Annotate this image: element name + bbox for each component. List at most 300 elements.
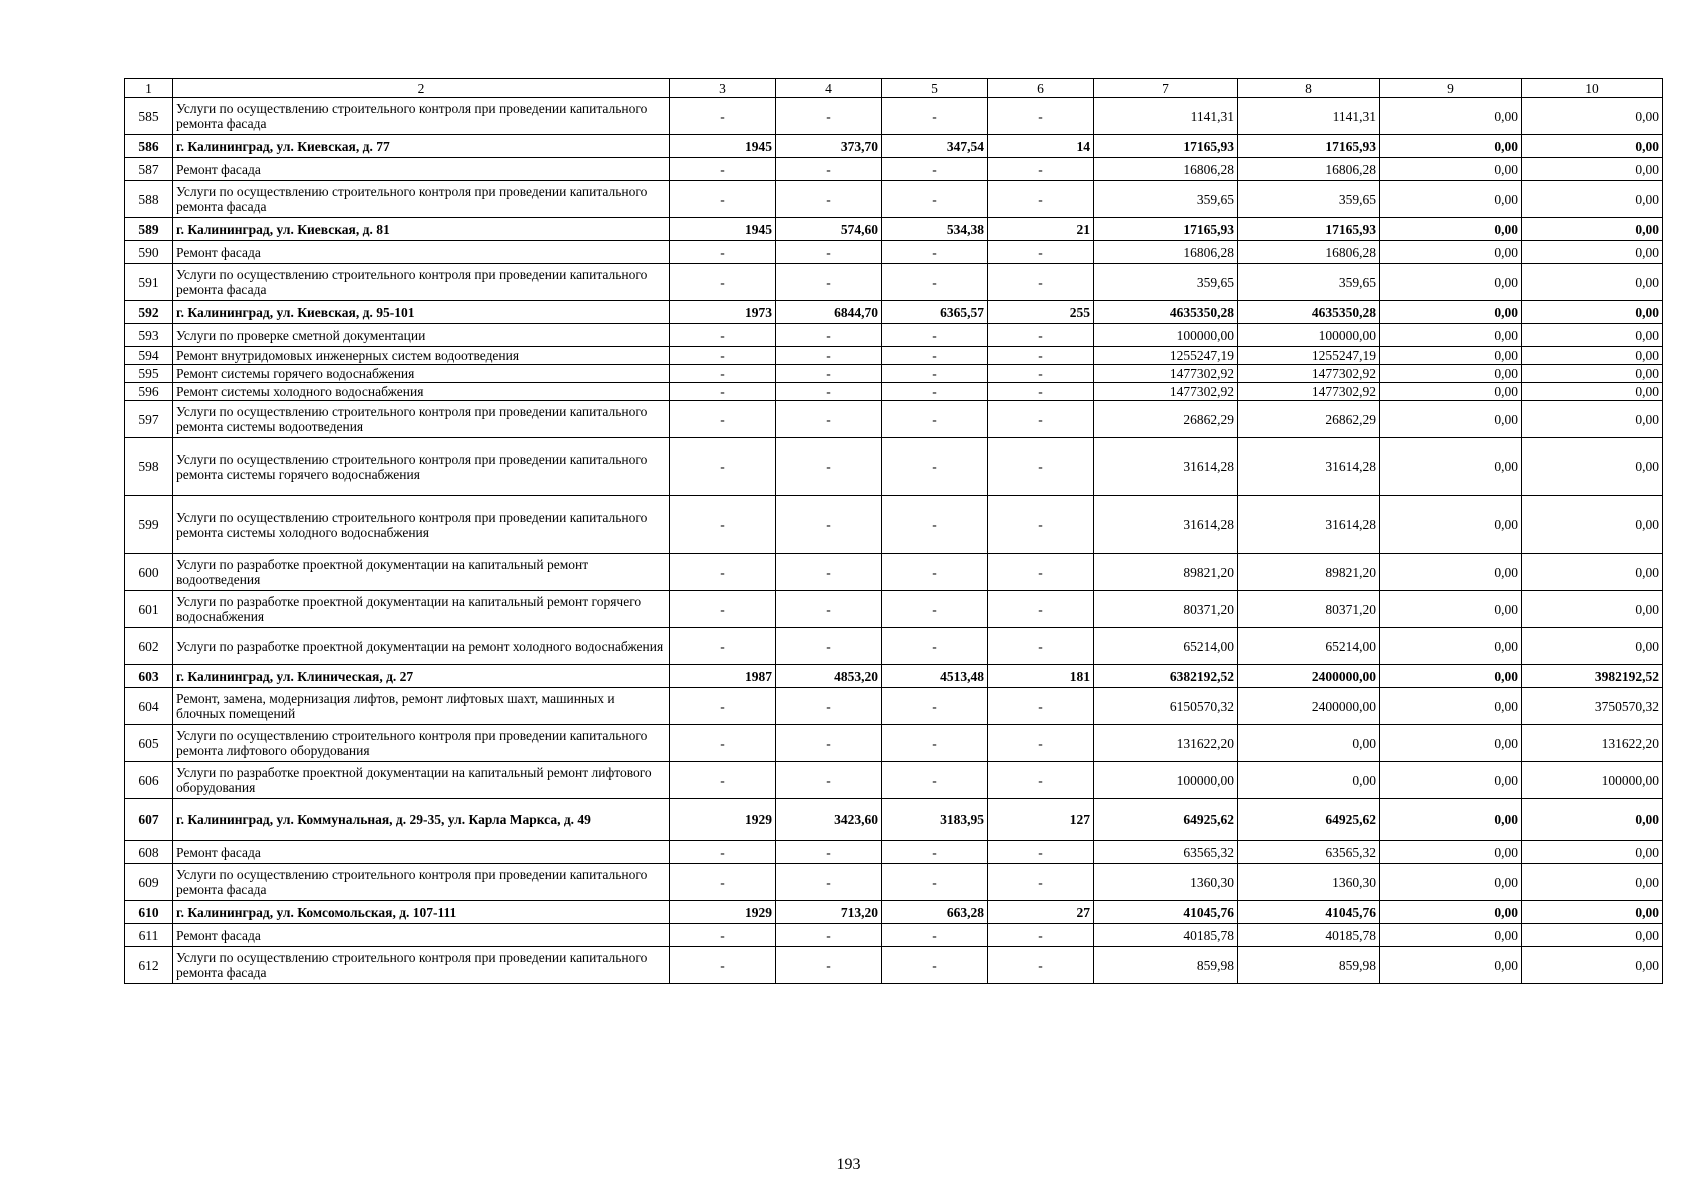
total-cost-cell: 1255247,19 (1094, 347, 1238, 365)
living-area-cell: - (882, 725, 988, 762)
total-cost-cell: 6150570,32 (1094, 688, 1238, 725)
year-built-cell: 1945 (670, 218, 776, 241)
row-number-cell: 595 (125, 365, 173, 383)
row-number-cell: 608 (125, 841, 173, 864)
header-cell: 7 (1094, 79, 1238, 98)
row-number-cell: 593 (125, 324, 173, 347)
item-name-cell: г. Калининград, ул. Коммунальная, д. 29-35, ул. Карла Маркса, д. 49 (173, 799, 670, 841)
budget-cost-cell: 0,00 (1380, 665, 1522, 688)
year-built-cell: - (670, 688, 776, 725)
total-cost-cell: 6382192,52 (1094, 665, 1238, 688)
table-row (125, 496, 1663, 554)
item-name-cell: Услуги по разработке проектной документации на ремонт холодного водоснабжения (173, 628, 670, 665)
fund-cost-cell: 1255247,19 (1238, 347, 1380, 365)
total-area-cell: - (776, 554, 882, 591)
year-built-cell: - (670, 324, 776, 347)
residents-cell: - (988, 496, 1094, 554)
living-area-cell: 4513,48 (882, 665, 988, 688)
table-row (125, 181, 1663, 218)
residents-cell: - (988, 841, 1094, 864)
table-row (125, 591, 1663, 628)
table-row (125, 864, 1663, 901)
fund-cost-cell: 1360,30 (1238, 864, 1380, 901)
total-area-cell: 574,60 (776, 218, 882, 241)
residents-cell: - (988, 347, 1094, 365)
item-name-cell: Ремонт фасада (173, 924, 670, 947)
year-built-cell: - (670, 264, 776, 301)
row-number-cell: 606 (125, 762, 173, 799)
owner-cost-cell: 0,00 (1522, 401, 1663, 438)
row-number-cell: 598 (125, 438, 173, 496)
owner-cost-cell: 0,00 (1522, 181, 1663, 218)
residents-cell: - (988, 438, 1094, 496)
year-built-cell: - (670, 841, 776, 864)
item-name-cell: Услуги по осуществлению строительного контроля при проведении капитального ремонта фасада (173, 264, 670, 301)
row-number-cell: 599 (125, 496, 173, 554)
item-name-cell: Услуги по разработке проектной документации на капитальный ремонт лифтового оборудования (173, 762, 670, 799)
living-area-cell: - (882, 864, 988, 901)
year-built-cell: - (670, 438, 776, 496)
owner-cost-cell: 0,00 (1522, 554, 1663, 591)
table-row (125, 241, 1663, 264)
owner-cost-cell: 0,00 (1522, 347, 1663, 365)
residents-cell: - (988, 725, 1094, 762)
residents-cell: - (988, 924, 1094, 947)
budget-cost-cell: 0,00 (1380, 241, 1522, 264)
budget-cost-cell: 0,00 (1380, 901, 1522, 924)
fund-cost-cell: 65214,00 (1238, 628, 1380, 665)
living-area-cell: - (882, 401, 988, 438)
fund-cost-cell: 359,65 (1238, 264, 1380, 301)
row-number-cell: 607 (125, 799, 173, 841)
fund-cost-cell: 1141,31 (1238, 98, 1380, 135)
residents-cell: - (988, 554, 1094, 591)
fund-cost-cell: 1477302,92 (1238, 383, 1380, 401)
budget-cost-cell: 0,00 (1380, 98, 1522, 135)
budget-cost-cell: 0,00 (1380, 841, 1522, 864)
item-name-cell: Ремонт фасада (173, 241, 670, 264)
owner-cost-cell: 0,00 (1522, 301, 1663, 324)
row-number-cell: 591 (125, 264, 173, 301)
total-cost-cell: 65214,00 (1094, 628, 1238, 665)
living-area-cell: - (882, 628, 988, 665)
item-name-cell: Услуги по проверке сметной документации (173, 324, 670, 347)
owner-cost-cell: 3750570,32 (1522, 688, 1663, 725)
fund-cost-cell: 1477302,92 (1238, 365, 1380, 383)
fund-cost-cell: 89821,20 (1238, 554, 1380, 591)
total-area-cell: - (776, 628, 882, 665)
table-row (125, 799, 1663, 841)
item-name-cell: Услуги по разработке проектной документации на капитальный ремонт горячего водоснабжения (173, 591, 670, 628)
repair-program-table (124, 78, 1663, 984)
year-built-cell: - (670, 158, 776, 181)
year-built-cell: 1945 (670, 135, 776, 158)
fund-cost-cell: 17165,93 (1238, 218, 1380, 241)
document-sheet (124, 78, 1662, 984)
budget-cost-cell: 0,00 (1380, 401, 1522, 438)
total-cost-cell: 359,65 (1094, 181, 1238, 218)
table-row (125, 135, 1663, 158)
owner-cost-cell: 0,00 (1522, 799, 1663, 841)
owner-cost-cell: 0,00 (1522, 864, 1663, 901)
total-area-cell: - (776, 947, 882, 984)
budget-cost-cell: 0,00 (1380, 554, 1522, 591)
year-built-cell: - (670, 628, 776, 665)
total-cost-cell: 41045,76 (1094, 901, 1238, 924)
item-name-cell: Услуги по осуществлению строительного контроля при проведении капитального ремонта фасада (173, 947, 670, 984)
owner-cost-cell: 0,00 (1522, 383, 1663, 401)
total-cost-cell: 1477302,92 (1094, 383, 1238, 401)
budget-cost-cell: 0,00 (1380, 347, 1522, 365)
row-number-cell: 589 (125, 218, 173, 241)
item-name-cell: Услуги по осуществлению строительного контроля при проведении капитального ремонта системы водоотведения (173, 401, 670, 438)
row-number-cell: 592 (125, 301, 173, 324)
residents-cell: 127 (988, 799, 1094, 841)
page-number: 193 (836, 1156, 861, 1173)
fund-cost-cell: 64925,62 (1238, 799, 1380, 841)
fund-cost-cell: 0,00 (1238, 762, 1380, 799)
budget-cost-cell: 0,00 (1380, 383, 1522, 401)
year-built-cell: - (670, 98, 776, 135)
total-area-cell: - (776, 181, 882, 218)
year-built-cell: - (670, 924, 776, 947)
header-cell: 2 (173, 79, 670, 98)
living-area-cell: - (882, 496, 988, 554)
table-row (125, 665, 1663, 688)
year-built-cell: - (670, 181, 776, 218)
total-area-cell: - (776, 688, 882, 725)
year-built-cell: - (670, 383, 776, 401)
table-row (125, 438, 1663, 496)
item-name-cell: Услуги по осуществлению строительного контроля при проведении капитального ремонта фасада (173, 864, 670, 901)
living-area-cell: - (882, 264, 988, 301)
living-area-cell: - (882, 947, 988, 984)
owner-cost-cell: 0,00 (1522, 264, 1663, 301)
year-built-cell: 1929 (670, 901, 776, 924)
budget-cost-cell: 0,00 (1380, 324, 1522, 347)
fund-cost-cell: 17165,93 (1238, 135, 1380, 158)
budget-cost-cell: 0,00 (1380, 725, 1522, 762)
budget-cost-cell: 0,00 (1380, 158, 1522, 181)
living-area-cell: 347,54 (882, 135, 988, 158)
table-row (125, 924, 1663, 947)
living-area-cell: - (882, 383, 988, 401)
table-row (125, 324, 1663, 347)
fund-cost-cell: 359,65 (1238, 181, 1380, 218)
owner-cost-cell: 0,00 (1522, 496, 1663, 554)
budget-cost-cell: 0,00 (1380, 947, 1522, 984)
living-area-cell: - (882, 181, 988, 218)
table-row (125, 347, 1663, 365)
total-area-cell: 713,20 (776, 901, 882, 924)
row-number-cell: 586 (125, 135, 173, 158)
row-number-cell: 603 (125, 665, 173, 688)
item-name-cell: Ремонт внутридомовых инженерных систем водоотведения (173, 347, 670, 365)
row-number-cell: 611 (125, 924, 173, 947)
total-area-cell: - (776, 241, 882, 264)
residents-cell: - (988, 241, 1094, 264)
header-cell: 1 (125, 79, 173, 98)
total-area-cell: - (776, 496, 882, 554)
row-number-cell: 594 (125, 347, 173, 365)
total-cost-cell: 16806,28 (1094, 241, 1238, 264)
owner-cost-cell: 0,00 (1522, 628, 1663, 665)
total-cost-cell: 40185,78 (1094, 924, 1238, 947)
year-built-cell: - (670, 864, 776, 901)
budget-cost-cell: 0,00 (1380, 864, 1522, 901)
fund-cost-cell: 26862,29 (1238, 401, 1380, 438)
table-row (125, 383, 1663, 401)
total-cost-cell: 26862,29 (1094, 401, 1238, 438)
year-built-cell: 1987 (670, 665, 776, 688)
row-number-cell: 601 (125, 591, 173, 628)
budget-cost-cell: 0,00 (1380, 135, 1522, 158)
item-name-cell: г. Калининград, ул. Комсомольская, д. 107-111 (173, 901, 670, 924)
budget-cost-cell: 0,00 (1380, 688, 1522, 725)
residents-cell: 255 (988, 301, 1094, 324)
budget-cost-cell: 0,00 (1380, 181, 1522, 218)
residents-cell: - (988, 324, 1094, 347)
living-area-cell: - (882, 841, 988, 864)
total-area-cell: - (776, 98, 882, 135)
row-number-cell: 605 (125, 725, 173, 762)
total-area-cell: - (776, 347, 882, 365)
year-built-cell: - (670, 347, 776, 365)
living-area-cell: - (882, 688, 988, 725)
budget-cost-cell: 0,00 (1380, 591, 1522, 628)
residents-cell: - (988, 762, 1094, 799)
residents-cell: - (988, 591, 1094, 628)
table-row (125, 901, 1663, 924)
total-area-cell: - (776, 324, 882, 347)
total-cost-cell: 859,98 (1094, 947, 1238, 984)
total-area-cell: - (776, 383, 882, 401)
budget-cost-cell: 0,00 (1380, 264, 1522, 301)
budget-cost-cell: 0,00 (1380, 301, 1522, 324)
living-area-cell: 663,28 (882, 901, 988, 924)
total-cost-cell: 1141,31 (1094, 98, 1238, 135)
residents-cell: - (988, 947, 1094, 984)
item-name-cell: Ремонт системы холодного водоснабжения (173, 383, 670, 401)
year-built-cell: - (670, 554, 776, 591)
fund-cost-cell: 0,00 (1238, 725, 1380, 762)
row-number-cell: 587 (125, 158, 173, 181)
owner-cost-cell: 0,00 (1522, 218, 1663, 241)
fund-cost-cell: 31614,28 (1238, 438, 1380, 496)
total-area-cell: 4853,20 (776, 665, 882, 688)
row-number-cell: 610 (125, 901, 173, 924)
living-area-cell: 534,38 (882, 218, 988, 241)
living-area-cell: - (882, 762, 988, 799)
total-cost-cell: 16806,28 (1094, 158, 1238, 181)
total-cost-cell: 89821,20 (1094, 554, 1238, 591)
year-built-cell: - (670, 241, 776, 264)
item-name-cell: Услуги по разработке проектной документации на капитальный ремонт водоотведения (173, 554, 670, 591)
owner-cost-cell: 0,00 (1522, 241, 1663, 264)
year-built-cell: - (670, 725, 776, 762)
total-area-cell: - (776, 762, 882, 799)
row-number-cell: 585 (125, 98, 173, 135)
fund-cost-cell: 2400000,00 (1238, 665, 1380, 688)
living-area-cell: 3183,95 (882, 799, 988, 841)
living-area-cell: - (882, 554, 988, 591)
row-number-cell: 588 (125, 181, 173, 218)
owner-cost-cell: 131622,20 (1522, 725, 1663, 762)
item-name-cell: Ремонт системы горячего водоснабжения (173, 365, 670, 383)
item-name-cell: Услуги по осуществлению строительного контроля при проведении капитального ремонта фасада (173, 98, 670, 135)
year-built-cell: 1929 (670, 799, 776, 841)
owner-cost-cell: 0,00 (1522, 591, 1663, 628)
column-number-header-row (125, 79, 1663, 98)
total-cost-cell: 100000,00 (1094, 762, 1238, 799)
table-row (125, 98, 1663, 135)
total-cost-cell: 1360,30 (1094, 864, 1238, 901)
header-cell: 3 (670, 79, 776, 98)
fund-cost-cell: 859,98 (1238, 947, 1380, 984)
total-cost-cell: 359,65 (1094, 264, 1238, 301)
item-name-cell: Услуги по осуществлению строительного контроля при проведении капитального ремонта системы горячего водоснабжения (173, 438, 670, 496)
item-name-cell: Ремонт, замена, модернизация лифтов, ремонт лифтовых шахт, машинных и блочных помещений (173, 688, 670, 725)
row-number-cell: 597 (125, 401, 173, 438)
total-area-cell: 6844,70 (776, 301, 882, 324)
living-area-cell: - (882, 365, 988, 383)
residents-cell: - (988, 181, 1094, 218)
residents-cell: 14 (988, 135, 1094, 158)
header-cell: 4 (776, 79, 882, 98)
total-cost-cell: 17165,93 (1094, 135, 1238, 158)
fund-cost-cell: 16806,28 (1238, 158, 1380, 181)
fund-cost-cell: 2400000,00 (1238, 688, 1380, 725)
total-cost-cell: 64925,62 (1094, 799, 1238, 841)
residents-cell: 21 (988, 218, 1094, 241)
living-area-cell: - (882, 158, 988, 181)
table-row (125, 688, 1663, 725)
total-cost-cell: 63565,32 (1094, 841, 1238, 864)
total-area-cell: - (776, 924, 882, 947)
row-number-cell: 600 (125, 554, 173, 591)
year-built-cell: 1973 (670, 301, 776, 324)
owner-cost-cell: 0,00 (1522, 135, 1663, 158)
owner-cost-cell: 0,00 (1522, 947, 1663, 984)
header-cell: 10 (1522, 79, 1663, 98)
table-row (125, 841, 1663, 864)
item-name-cell: г. Калининград, ул. Киевская, д. 77 (173, 135, 670, 158)
residents-cell: - (988, 365, 1094, 383)
residents-cell: - (988, 688, 1094, 725)
year-built-cell: - (670, 762, 776, 799)
living-area-cell: - (882, 347, 988, 365)
total-cost-cell: 31614,28 (1094, 438, 1238, 496)
item-name-cell: г. Калининград, ул. Киевская, д. 81 (173, 218, 670, 241)
total-area-cell: - (776, 365, 882, 383)
item-name-cell: Услуги по осуществлению строительного контроля при проведении капитального ремонта системы холодного водоснабжения (173, 496, 670, 554)
total-area-cell: - (776, 591, 882, 628)
header-cell: 8 (1238, 79, 1380, 98)
owner-cost-cell: 0,00 (1522, 924, 1663, 947)
budget-cost-cell: 0,00 (1380, 365, 1522, 383)
living-area-cell: - (882, 924, 988, 947)
table-row (125, 762, 1663, 799)
year-built-cell: - (670, 365, 776, 383)
budget-cost-cell: 0,00 (1380, 924, 1522, 947)
total-area-cell: 3423,60 (776, 799, 882, 841)
row-number-cell: 590 (125, 241, 173, 264)
table-row (125, 365, 1663, 383)
owner-cost-cell: 100000,00 (1522, 762, 1663, 799)
total-area-cell: - (776, 725, 882, 762)
residents-cell: - (988, 628, 1094, 665)
header-cell: 5 (882, 79, 988, 98)
table-row (125, 947, 1663, 984)
total-cost-cell: 80371,20 (1094, 591, 1238, 628)
fund-cost-cell: 16806,28 (1238, 241, 1380, 264)
year-built-cell: - (670, 947, 776, 984)
total-area-cell: - (776, 401, 882, 438)
item-name-cell: Ремонт фасада (173, 841, 670, 864)
table-row (125, 725, 1663, 762)
residents-cell: - (988, 383, 1094, 401)
item-name-cell: Услуги по осуществлению строительного контроля при проведении капитального ремонта лифтового оборудования (173, 725, 670, 762)
owner-cost-cell: 0,00 (1522, 324, 1663, 347)
fund-cost-cell: 31614,28 (1238, 496, 1380, 554)
row-number-cell: 596 (125, 383, 173, 401)
table-row (125, 554, 1663, 591)
row-number-cell: 604 (125, 688, 173, 725)
living-area-cell: 6365,57 (882, 301, 988, 324)
table-row (125, 628, 1663, 665)
total-cost-cell: 131622,20 (1094, 725, 1238, 762)
residents-cell: - (988, 401, 1094, 438)
budget-cost-cell: 0,00 (1380, 438, 1522, 496)
fund-cost-cell: 41045,76 (1238, 901, 1380, 924)
owner-cost-cell: 0,00 (1522, 158, 1663, 181)
header-cell: 9 (1380, 79, 1522, 98)
owner-cost-cell: 3982192,52 (1522, 665, 1663, 688)
owner-cost-cell: 0,00 (1522, 365, 1663, 383)
header-cell: 6 (988, 79, 1094, 98)
fund-cost-cell: 40185,78 (1238, 924, 1380, 947)
total-area-cell: 373,70 (776, 135, 882, 158)
year-built-cell: - (670, 496, 776, 554)
residents-cell: 181 (988, 665, 1094, 688)
total-area-cell: - (776, 841, 882, 864)
residents-cell: 27 (988, 901, 1094, 924)
total-cost-cell: 31614,28 (1094, 496, 1238, 554)
owner-cost-cell: 0,00 (1522, 438, 1663, 496)
living-area-cell: - (882, 591, 988, 628)
row-number-cell: 612 (125, 947, 173, 984)
budget-cost-cell: 0,00 (1380, 496, 1522, 554)
budget-cost-cell: 0,00 (1380, 218, 1522, 241)
total-area-cell: - (776, 864, 882, 901)
table-row (125, 218, 1663, 241)
total-cost-cell: 17165,93 (1094, 218, 1238, 241)
residents-cell: - (988, 264, 1094, 301)
living-area-cell: - (882, 324, 988, 347)
owner-cost-cell: 0,00 (1522, 841, 1663, 864)
total-area-cell: - (776, 158, 882, 181)
residents-cell: - (988, 158, 1094, 181)
item-name-cell: Ремонт фасада (173, 158, 670, 181)
table-row (125, 264, 1663, 301)
residents-cell: - (988, 864, 1094, 901)
living-area-cell: - (882, 438, 988, 496)
owner-cost-cell: 0,00 (1522, 98, 1663, 135)
total-area-cell: - (776, 264, 882, 301)
owner-cost-cell: 0,00 (1522, 901, 1663, 924)
fund-cost-cell: 80371,20 (1238, 591, 1380, 628)
living-area-cell: - (882, 241, 988, 264)
